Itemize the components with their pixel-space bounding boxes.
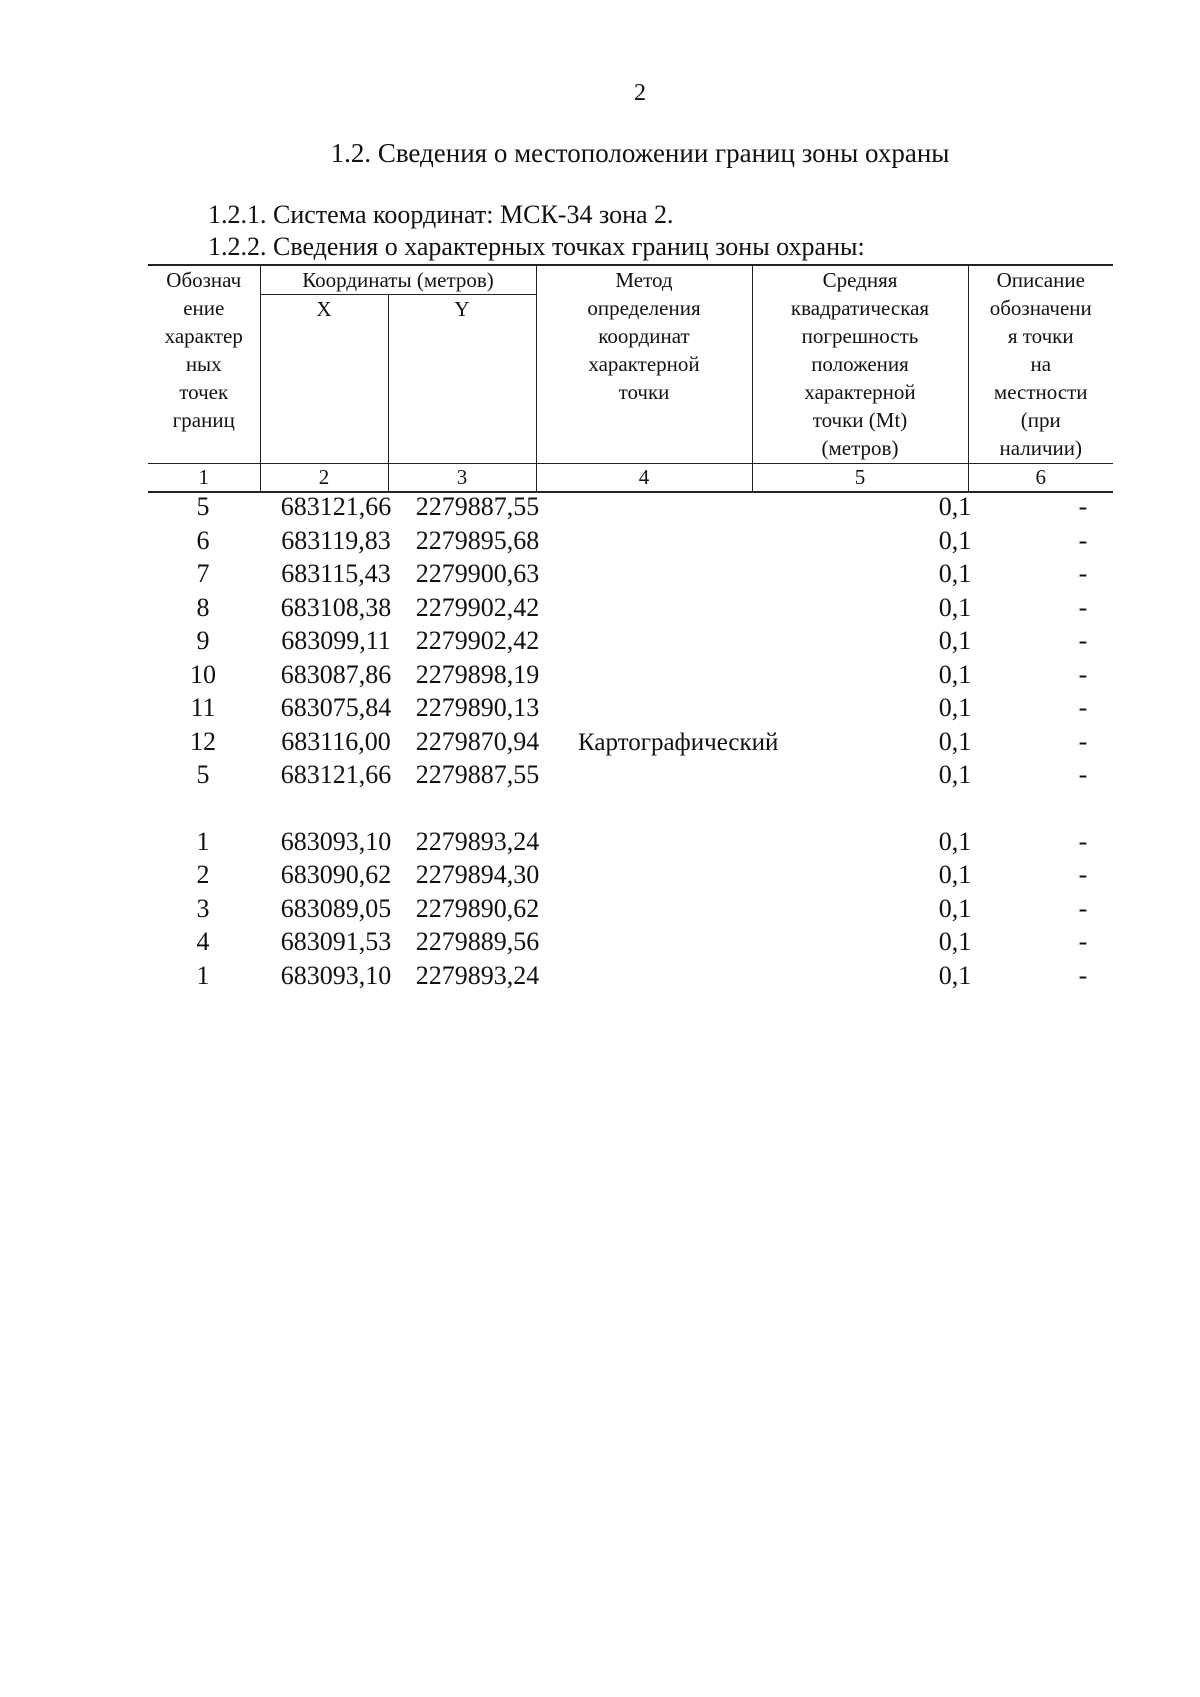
error-value: 0,1 — [938, 525, 972, 555]
coord-x: 683089,05 — [280, 893, 392, 923]
description-value: - — [1078, 726, 1088, 756]
description-value: - — [1078, 927, 1088, 956]
coord-y: 2279900,63 — [415, 559, 540, 588]
header-designation: Обознач ение характер ных точек границ — [148, 265, 260, 464]
table-row — [148, 658, 1113, 692]
coord-x: 683116,00 — [281, 726, 391, 756]
description-value: - — [1078, 492, 1088, 521]
coord-x: 683075,84 — [280, 693, 392, 722]
table-row — [148, 959, 1113, 993]
table-row — [148, 490, 1113, 524]
table-row — [148, 858, 1113, 892]
point-id: 4 — [196, 927, 210, 956]
point-id: 1 — [196, 960, 210, 990]
page-number: 2 — [634, 80, 646, 106]
coord-y: 2279895,68 — [415, 525, 540, 555]
coord-y: 2279890,62 — [415, 893, 540, 923]
description-value: - — [1078, 760, 1088, 789]
table-row — [148, 691, 1113, 725]
header-coordinates: Координаты (метров) — [260, 265, 536, 295]
error-value: 0,1 — [938, 693, 972, 722]
error-value: 0,1 — [938, 960, 972, 990]
coord-x: 683091,53 — [280, 927, 392, 956]
table-header — [148, 264, 1113, 493]
coord-y: 2279889,56 — [415, 927, 540, 956]
boundary-points-heading: 1.2.2. Сведения о характерных точках границ зоны охраны: — [208, 232, 865, 261]
column-number: 2 — [260, 464, 388, 493]
point-id: 10 — [190, 659, 216, 689]
table-row — [148, 557, 1113, 591]
coord-y: 2279890,13 — [415, 693, 540, 722]
coordinate-system-line: 1.2.1. Система координат: МСК-34 зона 2. — [208, 200, 674, 229]
header-y: Y — [388, 295, 536, 464]
coord-y: 2279870,94 — [415, 726, 540, 756]
coord-x: 683121,66 — [280, 492, 392, 521]
description-value: - — [1078, 626, 1088, 655]
description-value: - — [1078, 826, 1088, 856]
description-value: - — [1078, 659, 1088, 689]
coord-y: 2279902,42 — [415, 592, 540, 622]
coord-y: 2279894,30 — [415, 860, 540, 889]
table-row — [148, 591, 1113, 625]
section-title: 1.2. Сведения о местоположении границ зоны охраны — [330, 138, 950, 168]
table-row — [148, 524, 1113, 558]
table-row — [148, 925, 1113, 959]
point-id: 3 — [196, 893, 210, 923]
coord-y: 2279893,24 — [415, 960, 540, 990]
error-value: 0,1 — [938, 860, 972, 889]
coord-y: 2279893,24 — [415, 826, 540, 856]
point-id: 12 — [190, 726, 216, 756]
error-value: 0,1 — [938, 626, 972, 655]
header-method: Метод определения координат характерной точки — [536, 265, 752, 464]
header-x: X — [260, 295, 388, 464]
point-id: 1 — [196, 826, 210, 856]
method-value: Картографический — [578, 729, 779, 756]
coord-x: 683115,43 — [281, 559, 391, 588]
column-number: 1 — [148, 464, 260, 493]
coord-x: 683121,66 — [280, 760, 392, 789]
coord-y: 2279887,55 — [415, 760, 540, 789]
row-spacer — [148, 792, 1113, 825]
coord-x: 683108,38 — [280, 592, 392, 622]
coord-y: 2279887,55 — [415, 492, 540, 521]
error-value: 0,1 — [938, 592, 972, 622]
error-value: 0,1 — [938, 659, 972, 689]
table-row — [148, 624, 1113, 658]
coord-y: 2279898,19 — [415, 659, 540, 689]
coord-x: 683090,62 — [280, 860, 392, 889]
point-id: 5 — [196, 492, 210, 521]
coord-x: 683099,11 — [281, 626, 391, 655]
description-value: - — [1078, 893, 1088, 923]
column-number: 4 — [536, 464, 752, 493]
error-value: 0,1 — [938, 559, 972, 588]
coord-x: 683093,10 — [280, 826, 392, 856]
error-value: 0,1 — [938, 826, 972, 856]
point-id: 7 — [196, 559, 210, 588]
point-id: 6 — [196, 525, 210, 555]
description-value: - — [1078, 693, 1088, 722]
error-value: 0,1 — [938, 927, 972, 956]
coord-x: 683119,83 — [281, 525, 391, 555]
coord-x: 683093,10 — [280, 960, 392, 990]
table-row — [148, 758, 1113, 792]
coord-y: 2279902,42 — [415, 626, 540, 655]
column-number: 5 — [752, 464, 968, 493]
description-value: - — [1078, 559, 1088, 588]
description-value: - — [1078, 525, 1088, 555]
column-number: 6 — [968, 464, 1113, 493]
description-value: - — [1078, 592, 1088, 622]
header-description: Описание обозначени я точки на местности (при наличии) — [968, 265, 1113, 464]
error-value: 0,1 — [938, 492, 972, 521]
description-value: - — [1078, 960, 1088, 990]
point-id: 5 — [196, 760, 210, 789]
error-value: 0,1 — [938, 726, 972, 756]
header-error: Средняя квадратическая погрешность положения характерной точки (Mt) (метров) — [752, 265, 968, 464]
coord-x: 683087,86 — [280, 659, 392, 689]
column-number: 3 — [388, 464, 536, 493]
table-row — [148, 892, 1113, 926]
error-value: 0,1 — [938, 893, 972, 923]
point-id: 9 — [196, 626, 210, 655]
table-row — [148, 825, 1113, 859]
point-id: 8 — [196, 592, 210, 622]
description-value: - — [1078, 860, 1088, 889]
point-id: 2 — [196, 860, 210, 889]
error-value: 0,1 — [938, 760, 972, 789]
point-id: 11 — [190, 693, 216, 722]
